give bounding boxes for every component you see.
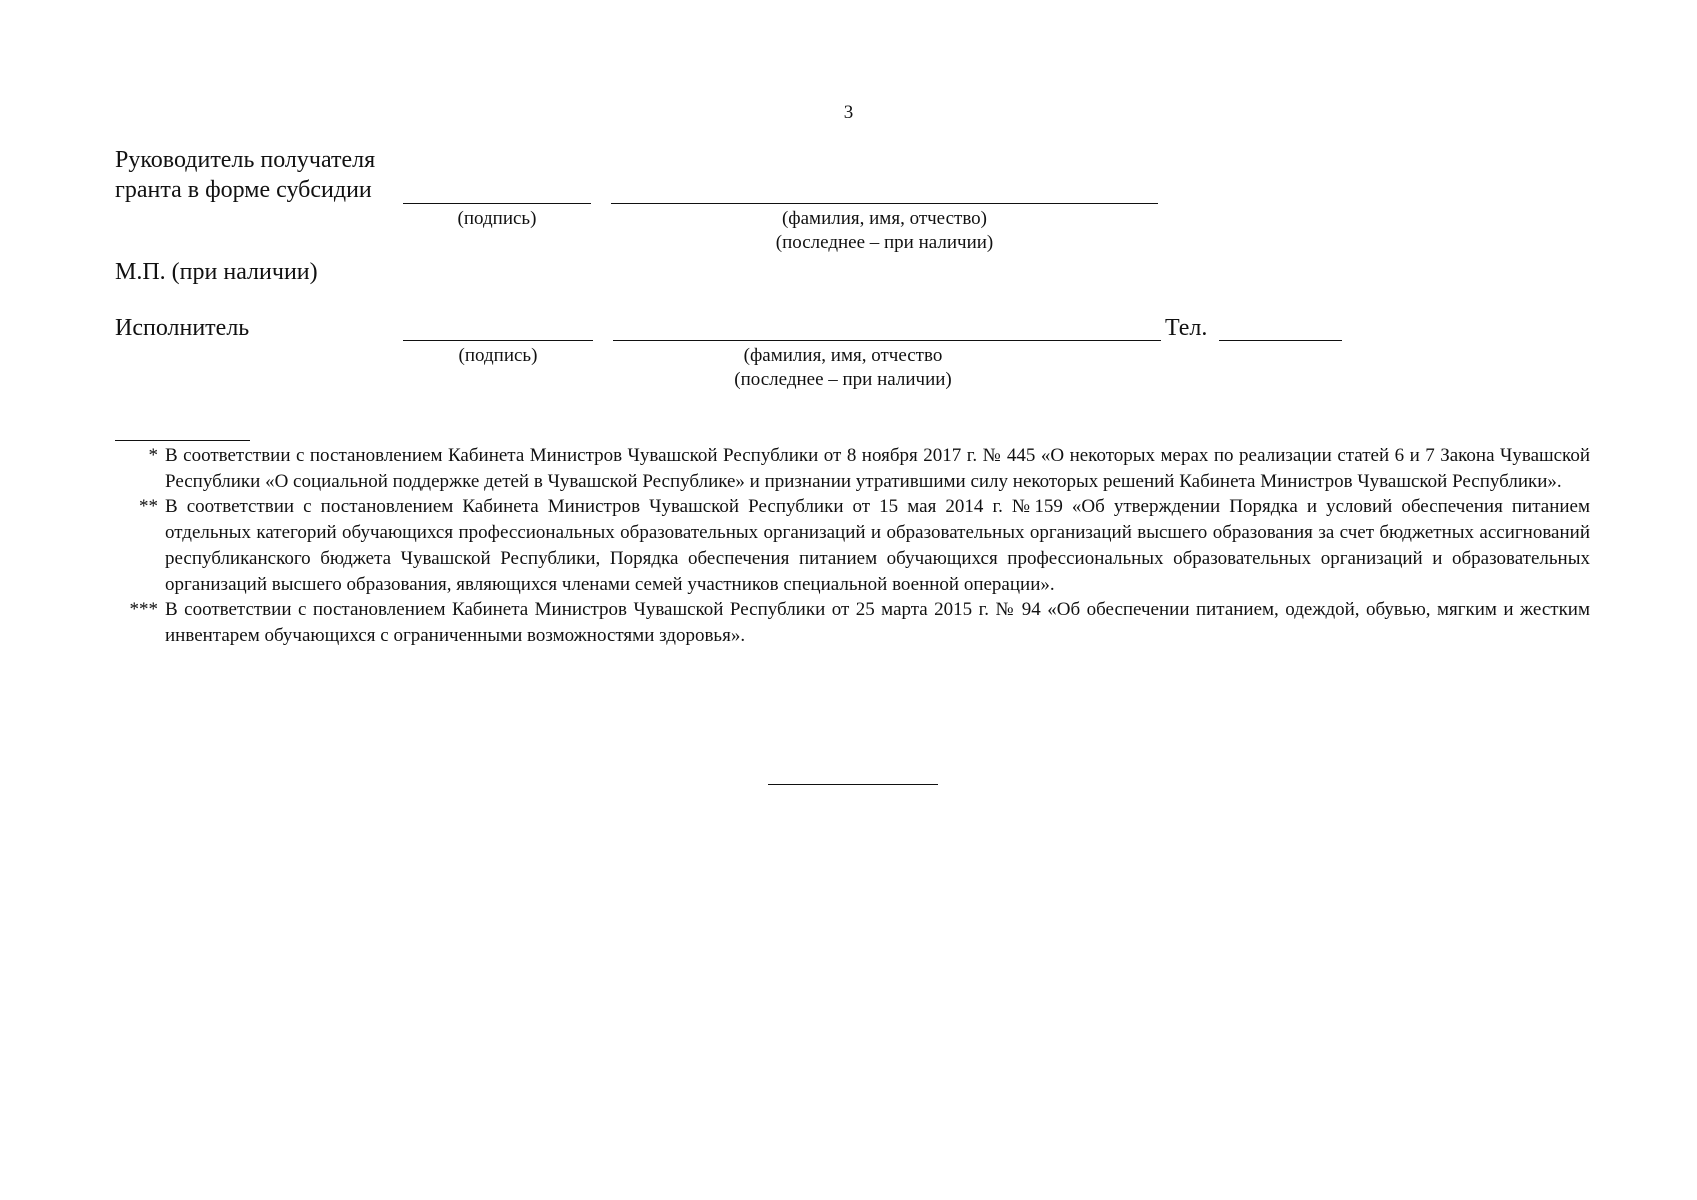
- executor-label: Исполнитель: [115, 315, 250, 341]
- footnote-text: В соответствии с постановлением Кабинета Министров Чувашской Республики от 25 марта 2015 г. № 94 «Об обеспечении питанием, одеждой, обувью, мягким и жестким инвентарем обучающихся с ограниченными возможностями здоровья».: [165, 599, 1590, 646]
- head-signature-line: [403, 203, 591, 204]
- head-signature-caption: (подпись): [457, 208, 537, 229]
- footnote: [115, 597, 1590, 648]
- footnote: [115, 494, 1590, 597]
- executor-name-caption-line2: (последнее – при наличии): [734, 369, 952, 390]
- head-name-line: [611, 203, 1158, 204]
- head-label-line1: Руководитель получателя: [115, 147, 376, 173]
- footnote-mark: **: [139, 496, 158, 518]
- executor-name-caption-line1: (фамилия, имя, отчество: [743, 345, 943, 366]
- phone-label: Тел.: [1165, 315, 1208, 341]
- end-of-document-line: [768, 784, 938, 785]
- footnote-text: В соответствии с постановлением Кабинета Министров Чувашской Республики от 15 мая 2014 г. №159 «Об утверждении Порядка и условий обеспечения питанием отдельных категорий обучающихся профессиональных образовательных организаций и образовательных организаций высшего образования за счет бюджетных ассигнований республиканского бюджета Чувашской Республики, Порядка обеспечения питанием обучающихся профессиональных образовательных организаций и образовательных организаций высшего образования, являющихся членами семей участников специальной военной операции».: [165, 496, 1590, 595]
- phone-line: [1219, 340, 1342, 341]
- footnote-separator: [115, 440, 250, 441]
- footnote: [115, 443, 1590, 494]
- head-label-line2: гранта в форме субсидии: [115, 177, 372, 203]
- page-number: 3: [843, 102, 854, 123]
- head-name-caption-line1: (фамилия, имя, отчество): [781, 208, 987, 229]
- footnote-mark: ***: [129, 599, 158, 621]
- executor-signature-caption: (подпись): [458, 345, 538, 366]
- seal-label: М.П. (при наличии): [115, 259, 318, 285]
- executor-name-line: [613, 340, 1161, 341]
- footnote-mark: *: [148, 445, 158, 466]
- executor-signature-line: [403, 340, 593, 341]
- footnotes: [115, 443, 1590, 649]
- footnote-text: В соответствии с постановлением Кабинета Министров Чувашской Республики от 8 ноября 2017 г. № 445 «О некоторых мерах по реализации статей 6 и 7 Закона Чувашской Республики «О социальной поддержке детей в Чувашской Республике» и признании утратившими силу некоторых решений Кабинета Министров Чувашской Республики».: [165, 445, 1590, 492]
- head-name-caption-line2: (последнее – при наличии): [775, 232, 994, 253]
